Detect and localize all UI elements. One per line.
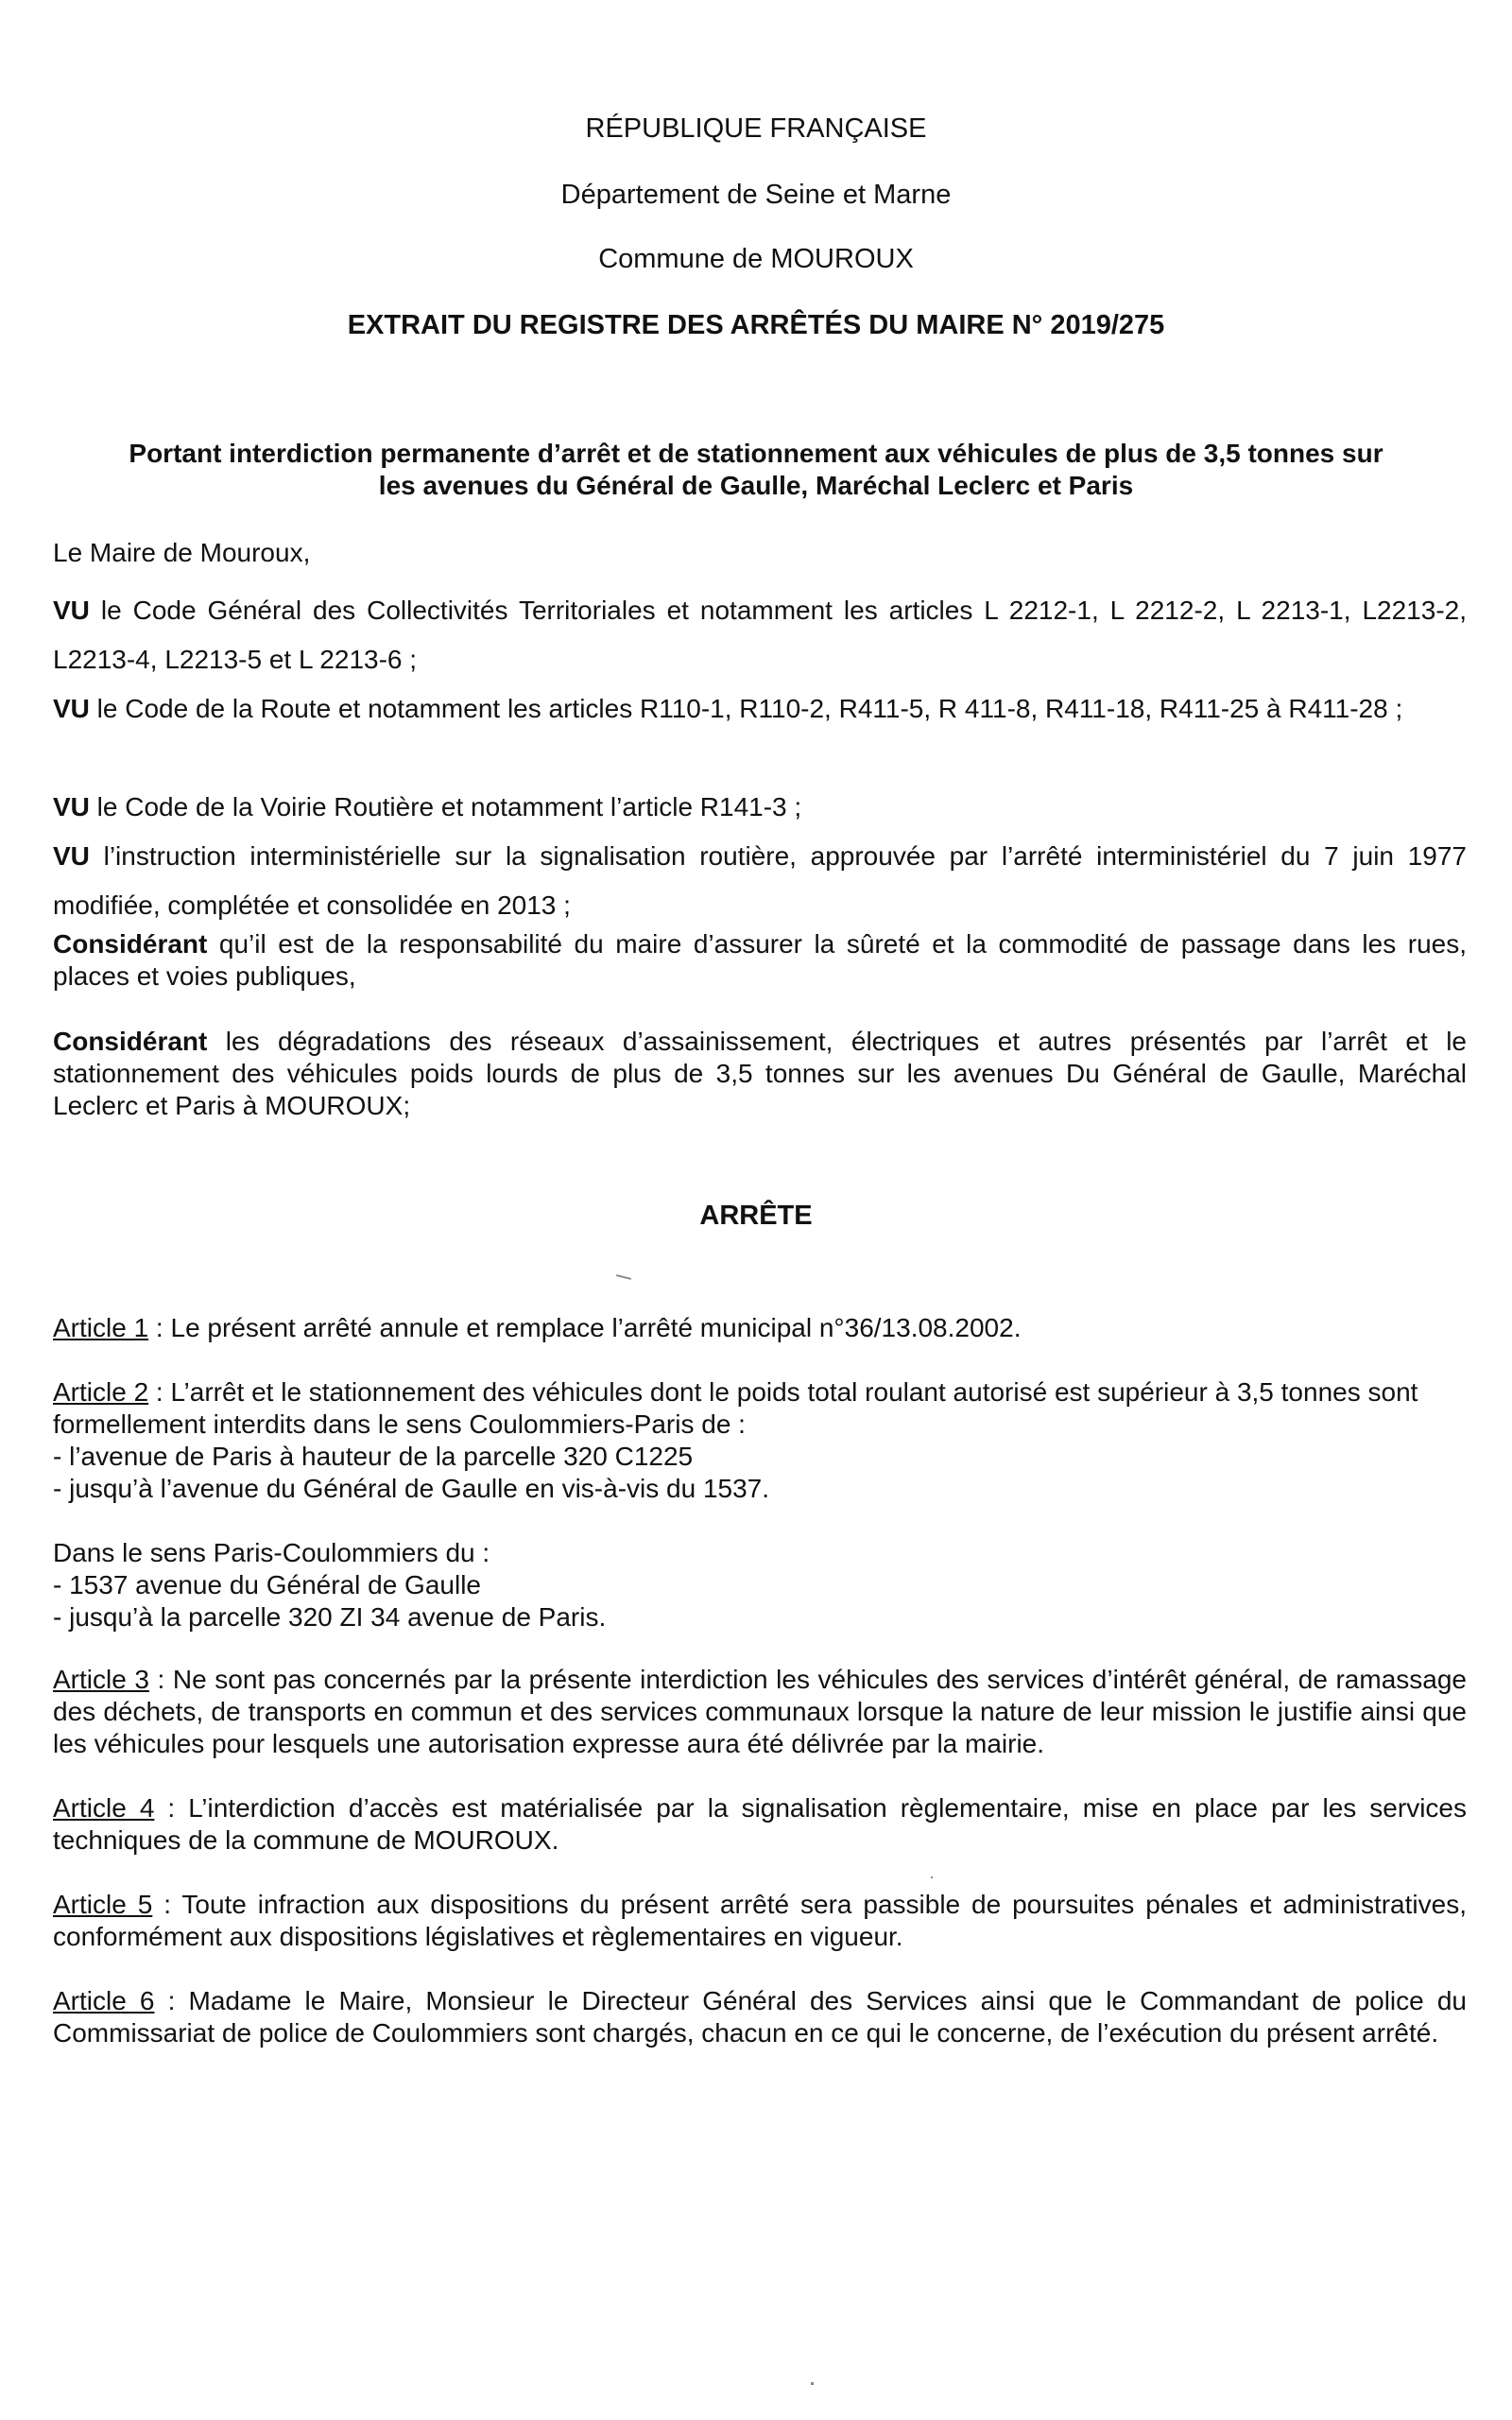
article-3 xyxy=(53,1664,1467,1760)
article-6 xyxy=(53,1985,1467,2049)
scan-mark xyxy=(931,1876,933,1878)
subject-line-2: les avenues du Général de Gaulle, Maréchal Leclerc et Paris xyxy=(378,471,1134,500)
article-4 xyxy=(53,1792,1467,1857)
visa-text: le Code Général des Collectivités Territoriales et notamment les articles L 2212-1, L 2212-2, L 2213-1, L2213-2, L2213-4, L2213-5 et L 2213-6 ; xyxy=(53,596,1467,674)
article-2-item: - jusqu’à l’avenue du Général de Gaulle en vis-à-vis du 1537. xyxy=(53,1474,770,1503)
scan-mark xyxy=(616,1274,631,1280)
mayor-line: Le Maire de Mouroux, xyxy=(53,538,311,567)
considerant-text: les dégradations des réseaux d’assainissement, électriques et autres présentés par l’arrêt et le stationnement des véhicules poids lourds de plus de 3,5 tonnes sur les avenues Du Général de Gaulle, Maréchal Leclerc et Paris à MOUROUX; xyxy=(53,1027,1467,1120)
visa-text: le Code de la Voirie Routière et notamment l’article R141-3 ; xyxy=(89,792,802,821)
visa-keyword: VU xyxy=(53,694,90,723)
article-label: Article 4 xyxy=(53,1793,155,1823)
article-text: : L’arrêt et le stationnement des véhicules dont le poids total roulant autorisé est supérieur à 3,5 tonnes sont formellement interdits dans le sens Coulommiers-Paris de : xyxy=(53,1377,1418,1439)
considerant-text: qu’il est de la responsabilité du maire d’assurer la sûreté et la commodité de passage dans les rues, places et voies publiques, xyxy=(53,929,1467,991)
article-2-sub-intro: Dans le sens Paris-Coulommiers du : xyxy=(53,1538,490,1567)
article-text: : Madame le Maire, Monsieur le Directeur Général des Services ainsi que le Commandant de police du Commissariat de police de Coulommiers sont chargés, chacun en ce qui le concerne, de l’exécution du présent arrêté. xyxy=(53,1986,1467,2048)
republic-heading: RÉPUBLIQUE FRANÇAISE xyxy=(585,113,927,144)
commune-heading: Commune de MOUROUX xyxy=(598,244,914,274)
visa-text: le Code de la Route et notamment les articles R110-1, R110-2, R411-5, R 411-8, R411-18, R411-25 à R411-28 ; xyxy=(89,694,1403,723)
article-label: Article 2 xyxy=(53,1377,149,1407)
considerant-keyword: Considérant xyxy=(53,1027,208,1056)
visa-item xyxy=(53,586,1467,684)
article-text: : Le présent arrêté annule et remplace l’arrêté municipal n°36/13.08.2002. xyxy=(148,1313,1022,1342)
article-2-sub-item: - jusqu’à la parcelle 320 ZI 34 avenue de Paris. xyxy=(53,1602,607,1632)
visa-item xyxy=(53,783,1467,832)
decision-title: ARRÊTE xyxy=(699,1201,813,1231)
register-title: EXTRAIT DU REGISTRE DES ARRÊTÉS DU MAIRE N° 2019/275 xyxy=(347,310,1165,340)
considerant-item xyxy=(53,928,1467,993)
visa-item xyxy=(53,832,1467,930)
article-2-sub-item: - 1537 avenue du Général de Gaulle xyxy=(53,1570,481,1599)
article-text: : Ne sont pas concernés par la présente interdiction les véhicules des services d’intérêt général, de ramassage des déchets, de transports en commun et des services communaux lorsque la nature de leur mission le justifie ainsi que les véhicules pour lesquels une autorisation expresse aura été délivrée par la mairie. xyxy=(53,1665,1467,1758)
article-text: : Toute infraction aux dispositions du présent arrêté sera passible de poursuites pénales et administratives, conformément aux dispositions législatives et règlementaires en vigueur. xyxy=(53,1890,1467,1951)
scan-mark xyxy=(811,2382,814,2385)
article-label: Article 6 xyxy=(53,1986,155,2015)
article-label: Article 1 xyxy=(53,1313,149,1342)
visa-keyword: VU xyxy=(53,792,90,821)
article-2 xyxy=(53,1376,1467,1505)
article-text: : L’interdiction d’accès est matérialisée par la signalisation règlementaire, mise en place par les services techniques de la commune de MOUROUX. xyxy=(53,1793,1467,1855)
subject-line-1: Portant interdiction permanente d’arrêt et de stationnement aux véhicules de plus de 3,5 tonnes sur xyxy=(129,439,1383,468)
article-2-item: - l’avenue de Paris à hauteur de la parcelle 320 C1225 xyxy=(53,1442,694,1471)
article-2-direction xyxy=(53,1537,1467,1634)
article-label: Article 3 xyxy=(53,1665,149,1694)
considerant-keyword: Considérant xyxy=(53,929,208,959)
visa-item xyxy=(53,684,1467,734)
department-heading: Département de Seine et Marne xyxy=(560,180,952,210)
article-5 xyxy=(53,1889,1467,1953)
visa-keyword: VU xyxy=(53,596,90,625)
article-1 xyxy=(53,1312,1467,1344)
visa-text: l’instruction interministérielle sur la signalisation routière, approuvée par l’arrêté interministériel du 7 juin 1977 modifiée, complétée et consolidée en 2013 ; xyxy=(53,841,1467,920)
article-label: Article 5 xyxy=(53,1890,153,1919)
considerant-item xyxy=(53,1026,1467,1122)
article-2-intro xyxy=(53,1376,1467,1441)
visa-keyword: VU xyxy=(53,841,90,871)
